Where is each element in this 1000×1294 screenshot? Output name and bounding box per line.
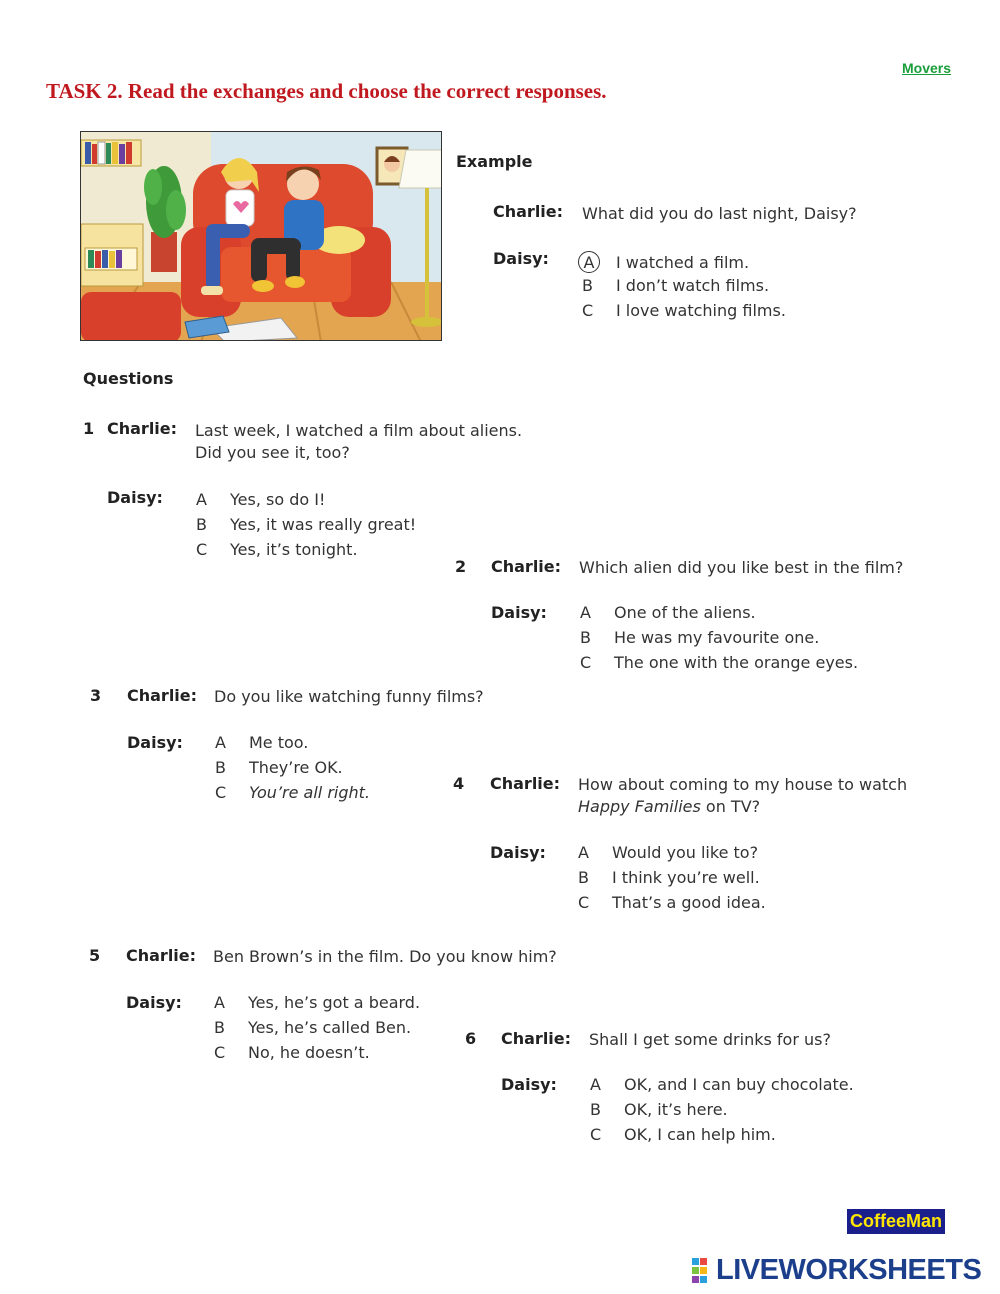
q2-option-c[interactable] xyxy=(580,653,858,672)
q3-option-c[interactable] xyxy=(215,783,370,802)
option-letter: B xyxy=(580,628,591,647)
option-letter: B xyxy=(590,1100,601,1119)
q6-option-c[interactable] xyxy=(590,1125,776,1144)
option-text: OK, it’s here. xyxy=(624,1100,728,1119)
q1-charlie-label: Charlie: xyxy=(107,419,178,438)
q1-option-a[interactable] xyxy=(196,490,325,509)
q5-option-c[interactable] xyxy=(214,1043,370,1062)
option-letter: A xyxy=(215,733,226,752)
option-letter: C xyxy=(214,1043,226,1062)
q5-daisy-label: Daisy: xyxy=(126,993,182,1012)
question-number: 1 xyxy=(83,419,95,438)
q4-tv-show-title: Happy Families xyxy=(578,797,701,816)
liveworksheets-logo-icon xyxy=(692,1258,716,1284)
option-text: Me too. xyxy=(249,733,309,752)
option-text: No, he doesn’t. xyxy=(248,1043,370,1062)
option-text: OK, and I can buy chocolate. xyxy=(624,1075,854,1094)
option-letter: C xyxy=(196,540,208,559)
q4-option-b[interactable] xyxy=(578,868,760,887)
q1-option-b[interactable] xyxy=(196,515,416,534)
example-option-letter: C xyxy=(582,301,594,320)
q3-option-a[interactable] xyxy=(215,733,308,752)
example-option-text: I don’t watch films. xyxy=(616,276,770,295)
q3-line1: Do you like watching funny films? xyxy=(214,687,484,706)
q3-option-b[interactable] xyxy=(215,758,343,777)
q5-option-b[interactable] xyxy=(214,1018,411,1037)
q6-option-a[interactable] xyxy=(590,1075,854,1094)
option-letter: B xyxy=(215,758,226,777)
q1-line1: Last week, I watched a film about aliens. xyxy=(195,421,523,440)
q1-line2: Did you see it, too? xyxy=(195,443,350,462)
option-text: They’re OK. xyxy=(249,758,343,777)
option-text: Yes, it’s tonight. xyxy=(230,540,358,559)
example-daisy-label: Daisy: xyxy=(493,249,549,268)
q2-option-a[interactable] xyxy=(580,603,756,622)
question-number: 3 xyxy=(90,686,102,705)
option-text: Would you like to? xyxy=(612,843,759,862)
option-text: Yes, it was really great! xyxy=(230,515,417,534)
option-letter: A xyxy=(578,843,589,862)
q2-charlie-label: Charlie: xyxy=(491,557,562,576)
option-letter: C xyxy=(215,783,227,802)
option-text: Yes, he’s got a beard. xyxy=(248,993,421,1012)
q5-line1: Ben Brown’s in the film. Do you know him? xyxy=(213,947,557,966)
example-option-text: I love watching films. xyxy=(616,301,786,320)
option-letter: A xyxy=(214,993,225,1012)
option-text: One of the aliens. xyxy=(614,603,756,622)
option-letter: A xyxy=(196,490,207,509)
option-letter: B xyxy=(196,515,207,534)
liveworksheets-brand[interactable] xyxy=(692,1254,981,1287)
q4-option-a[interactable] xyxy=(578,843,758,862)
option-text: He was my favourite one. xyxy=(614,628,820,647)
option-letter: B xyxy=(578,868,589,887)
liveworksheets-wordmark: LIVEWORKSHEETS xyxy=(716,1254,982,1286)
q3-daisy-label: Daisy: xyxy=(127,733,183,752)
q6-line1: Shall I get some drinks for us? xyxy=(589,1030,831,1049)
q4-line2 xyxy=(578,797,760,816)
q5-charlie-label: Charlie: xyxy=(126,946,197,965)
q2-option-b[interactable] xyxy=(580,628,819,647)
q6-daisy-label: Daisy: xyxy=(501,1075,557,1094)
q1-option-c[interactable] xyxy=(196,540,358,559)
option-text: You’re all right. xyxy=(249,783,370,802)
q4-line1: How about coming to my house to watch xyxy=(578,775,908,794)
example-option-text: I watched a film. xyxy=(616,253,750,272)
option-letter: C xyxy=(580,653,592,672)
example-option-letter: A xyxy=(578,251,600,273)
q2-line1: Which alien did you like best in the film? xyxy=(579,558,904,577)
question-number: 2 xyxy=(455,557,467,576)
q4-option-c[interactable] xyxy=(578,893,766,912)
option-letter: A xyxy=(590,1075,601,1094)
example-option-b xyxy=(582,276,769,295)
option-text: That’s a good idea. xyxy=(612,893,766,912)
question-number: 6 xyxy=(465,1029,477,1048)
q1-daisy-label: Daisy: xyxy=(107,488,163,507)
scene-svg xyxy=(81,132,442,341)
example-heading: Example xyxy=(456,152,533,171)
question-number: 5 xyxy=(89,946,101,965)
q4-line2-rest: on TV? xyxy=(700,797,761,816)
q6-charlie-label: Charlie: xyxy=(501,1029,572,1048)
questions-heading: Questions xyxy=(83,369,174,388)
movers-level-link[interactable]: Movers xyxy=(902,60,952,76)
option-text: I think you’re well. xyxy=(612,868,760,887)
example-charlie-label: Charlie: xyxy=(493,202,564,221)
q2-daisy-label: Daisy: xyxy=(491,603,547,622)
option-letter: C xyxy=(590,1125,602,1144)
example-option-c xyxy=(582,301,786,320)
task-title: TASK 2. Read the exchanges and choose the correct responses. xyxy=(46,79,607,103)
example-option-letter: B xyxy=(582,276,593,295)
q4-daisy-label: Daisy: xyxy=(490,843,546,862)
option-letter: B xyxy=(214,1018,225,1037)
q3-charlie-label: Charlie: xyxy=(127,686,198,705)
option-letter: A xyxy=(580,603,591,622)
q4-charlie-label: Charlie: xyxy=(490,774,561,793)
option-letter: C xyxy=(578,893,590,912)
option-text: The one with the orange eyes. xyxy=(614,653,859,672)
living-room-illustration xyxy=(80,131,442,341)
q6-option-b[interactable] xyxy=(590,1100,728,1119)
q5-option-a[interactable] xyxy=(214,993,420,1012)
option-text: Yes, so do I! xyxy=(230,490,326,509)
example-charlie-line: What did you do last night, Daisy? xyxy=(582,204,857,223)
example-option-a xyxy=(582,251,749,273)
option-text: Yes, he’s called Ben. xyxy=(248,1018,412,1037)
author-badge: CoffeeMan xyxy=(847,1209,945,1234)
option-text: OK, I can help him. xyxy=(624,1125,776,1144)
question-number: 4 xyxy=(453,774,465,793)
